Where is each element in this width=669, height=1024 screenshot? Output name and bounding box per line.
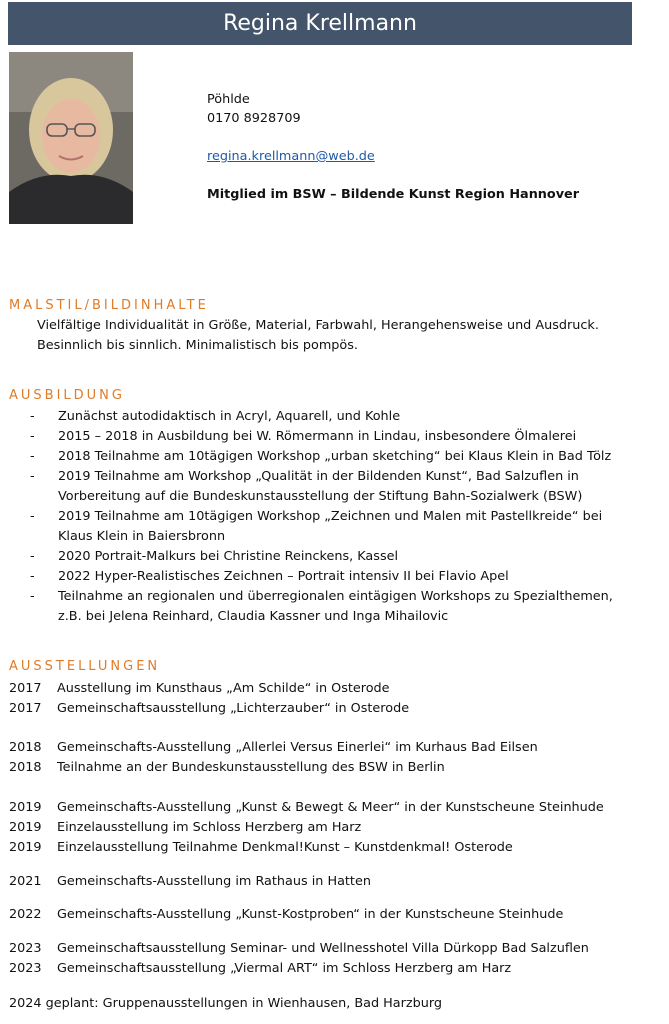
list-item: - 2015 – 2018 in Ausbildung bei W. Römermann in Lindau, insbesondere Ölmalerei [30,429,577,444]
malstil-line: Besinnlich bis sinnlich. Minimalistisch bis pompös. [37,338,358,353]
exhibition-row: 2019 Gemeinschafts-Ausstellung „Kunst & Bewegt & Meer“ in der Kunstscheune Steinhude [9,800,604,815]
list-item: - Teilnahme an regionalen und überregionalen eintägigen Workshops zu Spezialthemen, z.B. bei Jelena Reinhard, Claudia Kassner und Inga Mihailovic [30,589,613,624]
contact-block [207,90,579,204]
exhibition-row: 2019 Einzelausstellung im Schloss Herzberg am Harz [9,820,362,835]
page-header [8,2,632,45]
exhibition-row: 2017 Ausstellung im Kunsthaus „Am Schilde“ in Osterode [9,681,390,696]
contact-city: Pöhlde [207,92,250,107]
section-title-malstil: MALSTIL/BILDINHALTE [9,298,209,313]
list-item: - 2019 Teilnahme am Workshop „Qualität in der Bildenden Kunst“, Bad Salzuflen in Vorbereitung auf die Bundeskunstausstellung der Stiftung Bahn-Sozialwerk (BSW) [30,469,583,504]
exhibition-row: 2023 Gemeinschaftsausstellung „Viermal ART“ im Schloss Herzberg am Harz [9,961,512,976]
list-item: - 2020 Portrait-Malkurs bei Christine Reinckens, Kassel [30,549,399,564]
planned-exhibitions: 2024 geplant: Gruppenausstellungen in Wienhausen, Bad Harzburg [9,996,443,1011]
malstil-text [37,316,599,356]
person-name: Regina Krellmann [223,11,417,36]
exhibition-row: 2017 Gemeinschaftsausstellung „Lichterzauber“ in Osterode [9,701,410,716]
exhibition-row: 2022 Gemeinschafts-Ausstellung „Kunst-Kostproben“ in der Kunstscheune Steinhude [9,907,564,922]
contact-phone: 0170 8928709 [207,111,301,126]
list-item: - 2019 Teilnahme am 10tägigen Workshop „Zeichnen und Malen mit Pastellkreide“ bei Klaus Klein in Baiersbronn [30,509,603,544]
ausbildung-list [28,407,628,627]
malstil-line: Vielfältige Individualität in Größe, Material, Farbwahl, Herangehensweise und Ausdruck. [37,318,599,333]
list-item: - 2022 Hyper-Realistisches Zeichnen – Portrait intensiv II bei Flavio Apel [30,569,509,584]
exhibition-row: 2023 Gemeinschaftsausstellung Seminar- und Wellnesshotel Villa Dürkopp Bad Salzuflen [9,941,589,956]
exhibition-row: 2021 Gemeinschafts-Ausstellung im Rathaus in Hatten [9,874,371,889]
section-title-ausstellungen: AUSSTELLUNGEN [9,659,161,674]
list-item: - 2018 Teilnahme am 10tägigen Workshop „urban sketching“ bei Klaus Klein in Bad Tölz [30,449,612,464]
membership-text: Mitglied im BSW – Bildende Kunst Region Hannover [207,187,580,202]
exhibition-row: 2019 Einzelausstellung Teilnahme Denkmal!Kunst – Kunstdenkmal! Osterode [9,840,513,855]
section-title-ausbildung: AUSBILDUNG [9,388,125,403]
list-item: - Zunächst autodidaktisch in Acryl, Aquarell, und Kohle [30,409,401,424]
exhibition-row: 2018 Teilnahme an der Bundeskunstausstellung des BSW in Berlin [9,760,445,775]
portrait-photo [9,52,133,224]
exhibition-row: 2018 Gemeinschafts-Ausstellung „Allerlei Versus Einerlei“ im Kurhaus Bad Eilsen [9,740,538,755]
email-link[interactable]: regina.krellmann@web.de [207,149,375,164]
